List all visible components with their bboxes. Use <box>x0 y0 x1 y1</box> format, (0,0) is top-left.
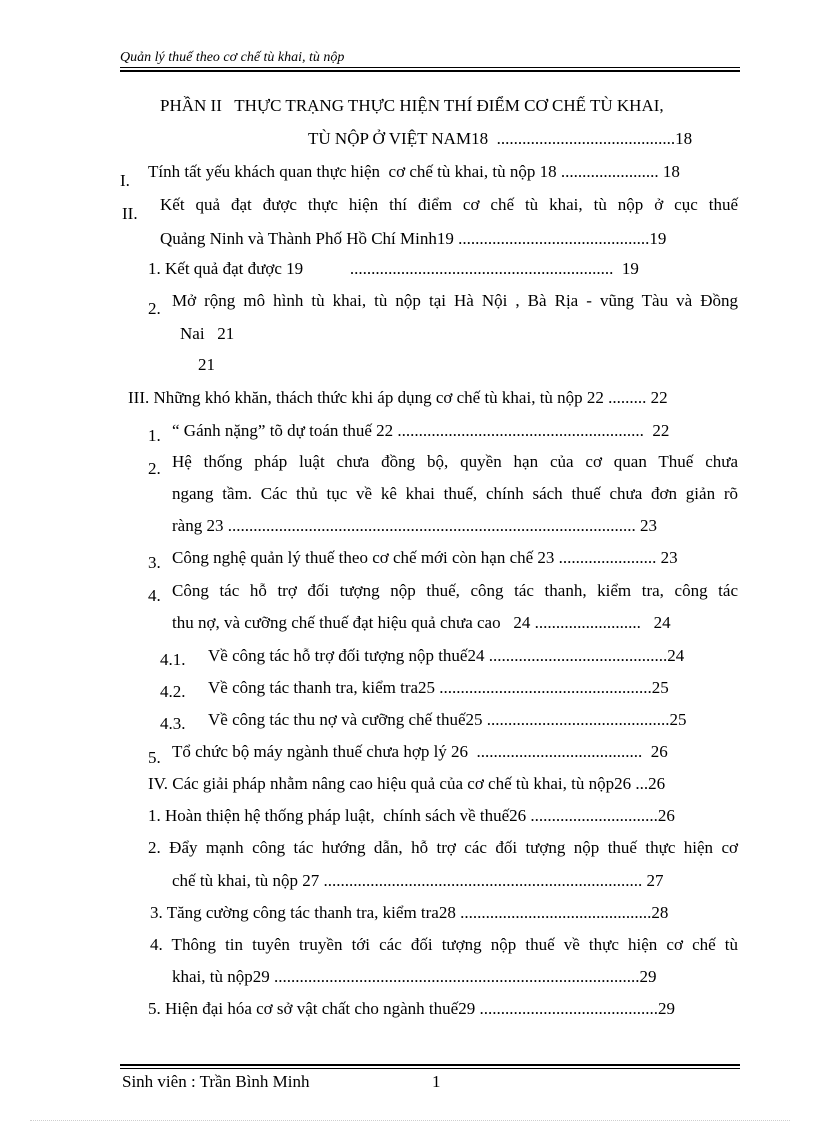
toc-subitem-cont: chế tù khai, tù nộp 27 ........................................................................... 27 <box>172 871 664 890</box>
toc-item-cont: Quảng Ninh và Thành Phố Hồ Chí Minh19 .............................................19 <box>160 229 667 248</box>
toc-subsubitem-label: 4.3. <box>160 714 186 733</box>
toc-subitem-label: 2. <box>148 459 161 478</box>
toc-subitem: Công nghệ quản lý thuế theo cơ chế mới còn hạn chế 23 ....................... 23 <box>172 548 678 567</box>
footer-rule-thin <box>120 1068 740 1069</box>
toc-subitem: Tổ chức bộ máy ngành thuế chưa hợp lý 26 ....................................... 26 <box>172 742 668 761</box>
toc-subitem: “ Gánh nặng” tõ dự toán thuế 22 .......................................................... 22 <box>172 421 670 440</box>
toc-subitem: Hệ thống pháp luật chưa đồng bộ, quyền hạn của cơ quan Thuế chưa <box>172 452 738 471</box>
toc-subitem: 5. Hiện đại hóa cơ sở vật chất cho ngành thuế29 ..........................................29 <box>148 999 675 1018</box>
header-rule-thick <box>120 70 740 72</box>
toc-item: IV. Các giải pháp nhằm nâng cao hiệu quả của cơ chế tù khai, tù nộp26 ...26 <box>148 774 666 793</box>
toc-subitem-cont: ngang tầm. Các thủ tục về kê khai thuế, chính sách thuế chưa đơn giản rõ <box>172 484 738 503</box>
toc-subitem: Mở rộng mô hình tù khai, tù nộp tại Hà Nội , Bà Rịa - vũng Tàu và Đồng <box>172 291 738 310</box>
header-rule-thin <box>120 67 740 68</box>
toc-subitem-label: 1. <box>148 426 161 445</box>
toc-subitem-cont: Nai 21 <box>180 324 235 343</box>
header-title: Quản lý thuế theo cơ chế tù khai, tù nộp <box>120 50 345 65</box>
toc-item: Kết quả đạt được thực hiện thí điểm cơ chế tù khai, tù nộp ở cục thuế <box>160 195 738 214</box>
footer-page-number: 1 <box>432 1072 441 1091</box>
toc-subitem-cont: ràng 23 ................................................................................................ 23 <box>172 516 657 535</box>
toc-item-label: II. <box>122 204 138 223</box>
toc-subsubitem-label: 4.1. <box>160 650 186 669</box>
toc-subitem: 4. Thông tin tuyên truyền tới các đối tượng nộp thuế về thực hiện cơ chế tù <box>150 935 738 954</box>
toc-subsubitem: Về công tác hỗ trợ đối tượng nộp thuế24 ..........................................24 <box>208 646 685 665</box>
toc-item-label: I. <box>120 171 130 190</box>
toc-subitem-label: 2. <box>148 299 161 318</box>
footer-rule-thick <box>120 1064 740 1066</box>
toc-subitem-cont: khai, tù nộp29 ......................................................................................29 <box>172 967 657 986</box>
toc-subitem: 3. Tăng cường công tác thanh tra, kiểm tra28 .............................................28 <box>150 903 669 922</box>
toc-subitem: 2. Đẩy mạnh công tác hướng dẫn, hỗ trợ các đối tượng nộp thuế thực hiện cơ <box>148 838 738 857</box>
toc-part2-title: PHẦN II THỰC TRẠNG THỰC HIỆN THÍ ĐIỂM CƠ CHẾ TÙ KHAI, <box>160 96 664 115</box>
toc-subitem: Công tác hỗ trợ đối tượng nộp thuế, công tác thanh, kiểm tra, công tác <box>172 581 738 600</box>
footer-student-name: Sinh viên : Trần Bình Minh <box>122 1072 310 1091</box>
page-edge-dotted-line <box>30 1120 790 1121</box>
toc-subitem-cont: 21 <box>198 355 215 374</box>
toc-subitem-label: 4. <box>148 586 161 605</box>
toc-subitem-label: 3. <box>148 553 161 572</box>
toc-item: Tính tất yếu khách quan thực hiện cơ chế tù khai, tù nộp 18 ....................... 18 <box>148 162 680 181</box>
toc-subitem-cont: thu nợ, và cưỡng chế thuế đạt hiệu quả chưa cao 24 ......................... 24 <box>172 613 671 632</box>
toc-subsubitem-label: 4.2. <box>160 682 186 701</box>
toc-subsubitem: Về công tác thu nợ và cưỡng chế thuế25 ...........................................25 <box>208 710 687 729</box>
toc-part2-title-cont: TÙ NỘP Ở VIỆT NAM18 ..........................................18 <box>308 129 693 148</box>
toc-item: III. Những khó khăn, thách thức khi áp dụng cơ chế tù khai, tù nộp 22 ......... 22 <box>128 388 668 407</box>
toc-subitem-label: 5. <box>148 748 161 767</box>
toc-subitem: 1. Hoàn thiện hệ thống pháp luật, chính sách về thuế26 ..............................26 <box>148 806 675 825</box>
toc-subsubitem: Về công tác thanh tra, kiểm tra25 ..................................................25 <box>208 678 669 697</box>
toc-subitem: 1. Kết quả đạt được 19 .............................................................. 19 <box>148 259 639 278</box>
